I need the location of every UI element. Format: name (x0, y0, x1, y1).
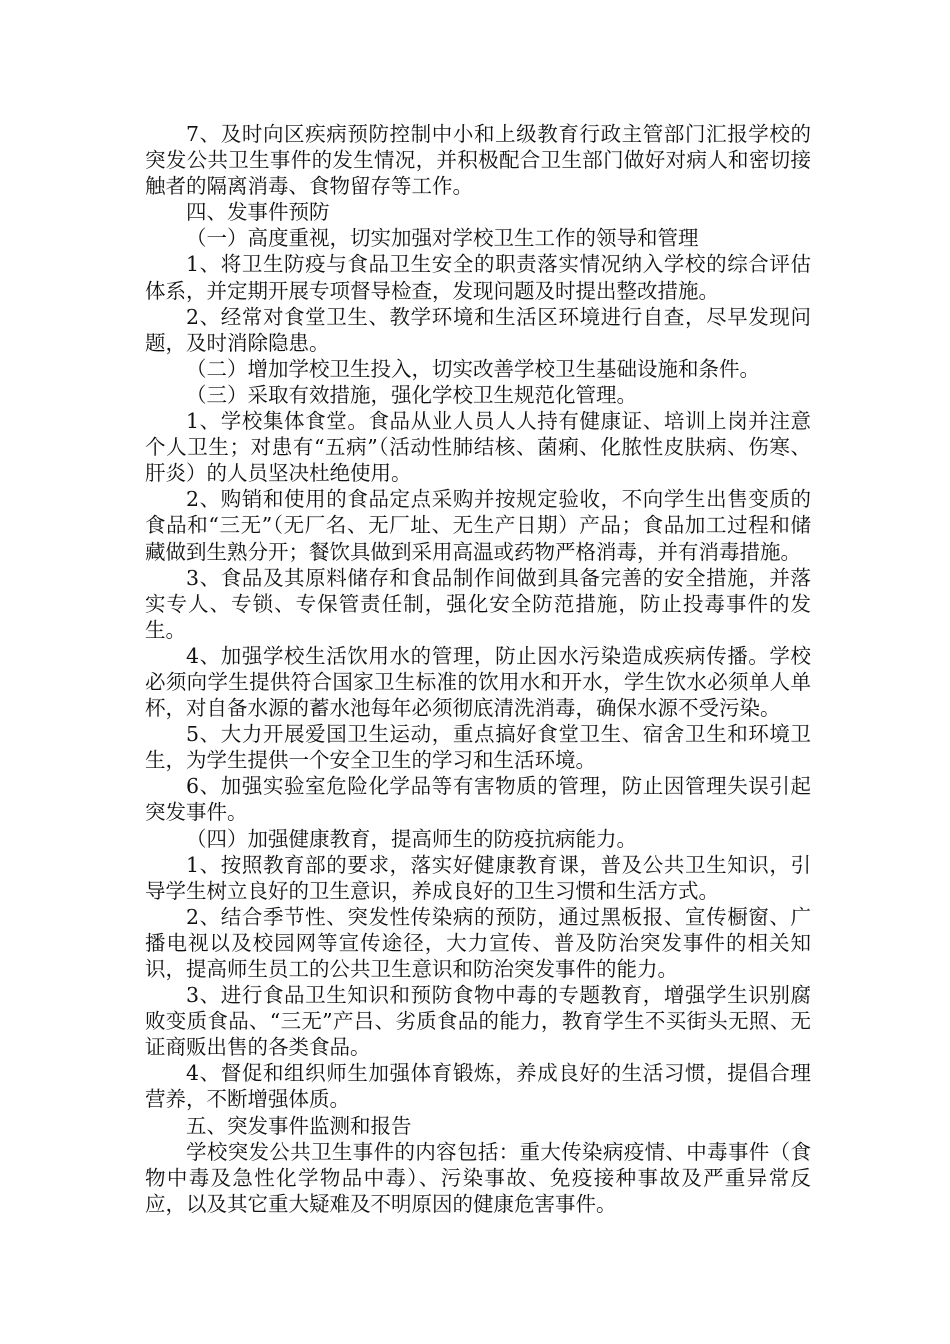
document-body (145, 121, 811, 1217)
subsection-heading-health-education: （四）加强健康教育，提高师生的防疫抗病能力。 (186, 826, 637, 851)
subsection-heading-investment: （二）增加学校卫生投入，切实改善学校卫生基础设施和条件。 (186, 356, 760, 381)
section-heading-prevention: 四、发事件预防 (186, 200, 330, 225)
paragraph-event-content: 学校突发公共卫生事件的内容包括：重大传染病疫情、中毒事件（食物中毒及急性化学物品中毒）、污染事故、免疫接种事故及严重异常反应，以及其它重大疑难及不明原因的健康危害事件。 (145, 1139, 811, 1216)
subsection-heading-leadership: （一）高度重视，切实加强对学校卫生工作的领导和管理 (186, 226, 699, 251)
paragraph-physical-exercise: 4、督促和组织师生加强体育锻炼，养成良好的生活习惯，提倡合理营养，不断增强体质。 (145, 1061, 811, 1112)
paragraph-canteen: 1、学校集体食堂。食品从业人员人人持有健康证、培训上岗并注意个人卫生；对患有“五病”（活动性肺结核、菌痢、化脓性皮肤病、伤寒、肝炎）的人员坚决杜绝使用。 (145, 409, 811, 486)
paragraph-laboratory-chemicals: 6、加强实验室危险化学品等有害物质的管理，防止因管理失误引起突发事件。 (145, 774, 811, 825)
paragraph-procurement: 2、购销和使用的食品定点采购并按规定验收，不向学生出售变质的食品和“三无”（无厂名、无厂址、无生产日期）产品；食品加工过程和储藏做到生熟分开；餐饮具做到采用高温或药物严格消毒，并有消毒措施。 (145, 487, 811, 564)
paragraph-evaluation-system: 1、将卫生防疫与食品卫生安全的职责落实情况纳入学校的综合评估体系，并定期开展专项督导检查，发现问题及时提出整改措施。 (145, 252, 811, 303)
paragraph-storage-safety: 3、食品及其原料储存和食品制作间做到具备完善的安全措施，并落实专人、专锁、专保管责任制，强化安全防范措施，防止投毒事件的发生。 (145, 565, 811, 642)
paragraph-hygiene-campaign: 5、大力开展爱国卫生运动，重点搞好食堂卫生、宿舍卫生和环境卫生，为学生提供一个安全卫生的学习和生活环境。 (145, 722, 811, 773)
subsection-heading-measures: （三）采取有效措施，强化学校卫生规范化管理。 (186, 382, 637, 407)
paragraph-food-education: 3、进行食品卫生知识和预防食物中毒的专题教育，增强学生识别腐败变质食品、“三无”产吕、劣质食品的能力，教育学生不买街头无照、无证商贩出售的各类食品。 (145, 983, 811, 1060)
paragraph-health-course: 1、按照教育部的要求，落实好健康教育课，普及公共卫生知识，引导学生树立良好的卫生意识，养成良好的卫生习惯和生活方式。 (145, 852, 811, 903)
paragraph-self-inspection: 2、经常对食堂卫生、教学环境和生活区环境进行自查，尽早发现问题，及时消除隐患。 (145, 304, 811, 355)
paragraph-report-duty: 7、及时向区疾病预防控制中小和上级教育行政主管部门汇报学校的突发公共卫生事件的发生情况，并积极配合卫生部门做好对病人和密切接触者的隔离消毒、食物留存等工作。 (145, 122, 811, 199)
paragraph-publicity: 2、结合季节性、突发性传染病的预防，通过黑板报、宣传橱窗、广播电视以及校园网等宣传途径，大力宣传、普及防治突发事件的相关知识，提高师生员工的公共卫生意识和防治突发事件的能力。 (145, 904, 811, 981)
paragraph-drinking-water: 4、加强学校生活饮用水的管理，防止因水污染造成疾病传播。学校必须向学生提供符合国家卫生标准的饮用水和开水，学生饮水必须单人单杯，对自备水源的蓄水池每年必须彻底清洗消毒，确保水源不受污染。 (145, 643, 811, 721)
section-heading-monitoring: 五、突发事件监测和报告 (186, 1113, 412, 1138)
